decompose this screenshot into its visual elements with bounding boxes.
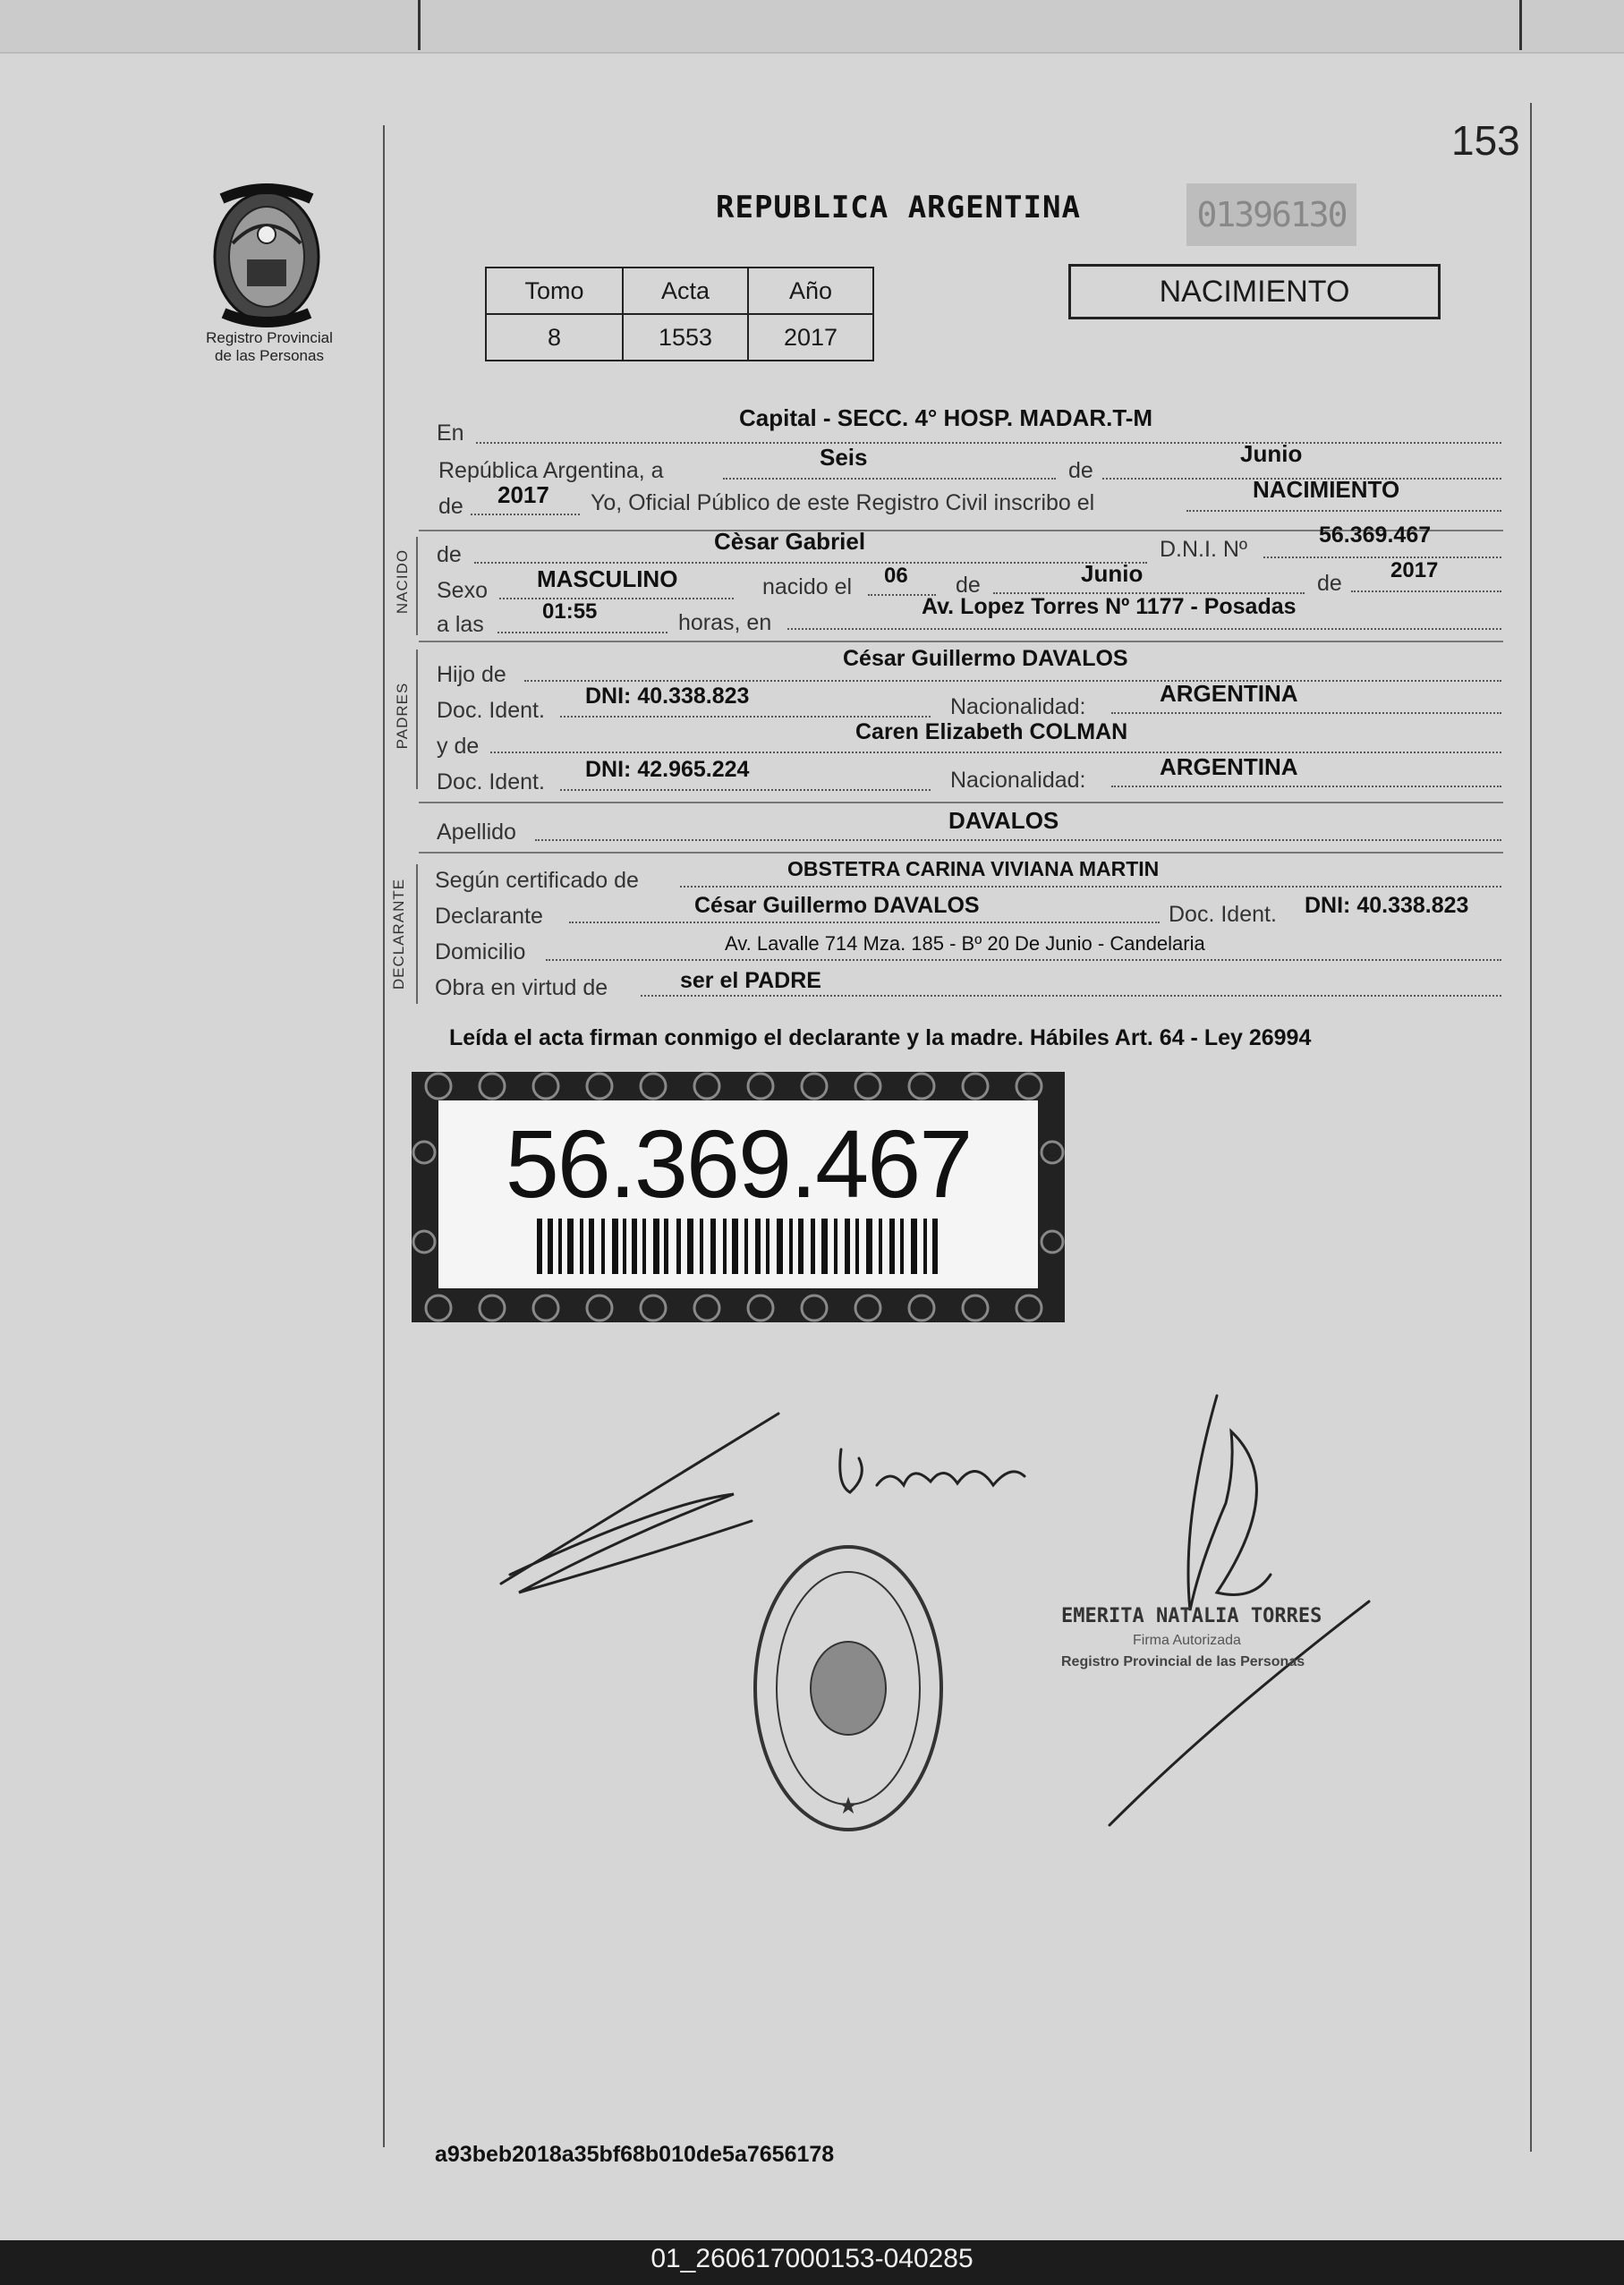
- place-of-registration: Capital - SECC. 4° HOSP. MADAR.T-M: [739, 404, 1153, 431]
- apellido-label: Apellido: [437, 820, 516, 845]
- declarant-doc-label: Doc. Ident.: [1169, 902, 1277, 927]
- mother-doc-label: Doc. Ident.: [437, 769, 545, 794]
- barcode-bars-icon: [537, 1219, 940, 1274]
- registry-name-line2: de las Personas: [215, 347, 324, 364]
- barcode-number: 56.369.467: [505, 1109, 972, 1218]
- dni-label: D.N.I. Nº: [1160, 537, 1248, 562]
- father-name: César Guillermo DAVALOS: [843, 646, 1128, 671]
- section-bracket: [416, 537, 418, 635]
- barcode-label: [412, 1072, 1065, 1322]
- dotted-line: [535, 839, 1501, 841]
- right-margin-line: [1530, 103, 1532, 2152]
- section-divider: [419, 802, 1503, 803]
- provincial-emblem-icon: [204, 181, 329, 328]
- dotted-line: [560, 789, 931, 791]
- birth-year: 2017: [1390, 558, 1439, 582]
- mother-doc: DNI: 42.965.224: [585, 757, 750, 782]
- en-label: En: [437, 420, 464, 446]
- apellido-value: DAVALOS: [948, 807, 1059, 834]
- declarante-section-label: DECLARANTE: [390, 878, 407, 990]
- fold-mark: [418, 0, 421, 50]
- official-name: EMERITA NATALIA TORRES: [1061, 1605, 1322, 1627]
- dotted-line: [680, 886, 1501, 888]
- dotted-line: [476, 442, 1501, 444]
- birth-day: 06: [884, 564, 908, 588]
- dotted-line: [546, 959, 1501, 961]
- official-org: Registro Provincial de las Personas: [1061, 1654, 1305, 1669]
- declarant-name: César Guillermo DAVALOS: [694, 893, 980, 918]
- ref-header-anio: Año: [748, 268, 873, 314]
- certificado-label: Según certificado de: [435, 868, 639, 893]
- dotted-line: [1263, 556, 1501, 558]
- ref-value-acta: 1553: [623, 314, 748, 361]
- father-nationality: ARGENTINA: [1160, 680, 1298, 707]
- dotted-line: [560, 716, 931, 718]
- registration-year: 2017: [497, 481, 549, 508]
- closing-text: Leída el acta firman conmigo el declarante y la madre. Hábiles Art. 64 - Ley 26994: [449, 1025, 1312, 1050]
- dotted-line: [490, 752, 1501, 753]
- reference-table: [485, 267, 874, 361]
- page-number: 153: [1451, 117, 1520, 164]
- mother-nationality: ARGENTINA: [1160, 753, 1298, 780]
- section-divider: [419, 852, 1503, 854]
- registration-month: Junio: [1240, 440, 1303, 467]
- republica-label: República Argentina, a: [438, 458, 664, 483]
- fold-mark: [1519, 0, 1522, 50]
- dotted-line: [1351, 590, 1501, 592]
- mother-name: Caren Elizabeth COLMAN: [855, 719, 1128, 744]
- hijo-de-label: Hijo de: [437, 662, 506, 687]
- dotted-line: [474, 562, 1147, 564]
- dotted-line: [787, 628, 1501, 630]
- nacido-section-label: NACIDO: [394, 548, 411, 615]
- horas-en-label: horas, en: [678, 610, 772, 635]
- dotted-line: [1186, 510, 1501, 512]
- official-seal-icon: [750, 1541, 947, 1836]
- section-bracket: [416, 650, 418, 789]
- de-label: de: [438, 494, 463, 519]
- dotted-line: [471, 514, 580, 515]
- ref-header-acta: Acta: [623, 268, 748, 314]
- document-hash: a93beb2018a35bf68b010de5a7656178: [435, 2142, 835, 2167]
- obra-value: ser el PADRE: [680, 968, 821, 993]
- birth-time: 01:55: [542, 599, 598, 624]
- registration-day: Seis: [820, 444, 868, 471]
- child-dni: 56.369.467: [1319, 522, 1432, 548]
- sexo-label: Sexo: [437, 578, 488, 603]
- document-type-box: NACIMIENTO: [1068, 264, 1441, 319]
- declarant-doc: DNI: 40.338.823: [1305, 893, 1469, 918]
- svg-text:★: ★: [838, 1792, 859, 1819]
- ref-header-tomo: Tomo: [486, 268, 623, 314]
- dotted-line: [641, 995, 1501, 997]
- registry-name-line1: Registro Provincial: [206, 329, 333, 346]
- father-doc-label: Doc. Ident.: [437, 698, 545, 723]
- dotted-line: [569, 922, 1160, 923]
- dotted-line: [1111, 786, 1501, 787]
- de-label: de: [1317, 571, 1342, 596]
- ref-value-anio: 2017: [748, 314, 873, 361]
- top-strip: [0, 0, 1624, 54]
- dotted-line: [1111, 712, 1501, 714]
- section-bracket: [416, 864, 418, 1004]
- left-margin-line: [383, 125, 385, 2147]
- father-doc: DNI: 40.338.823: [585, 684, 750, 709]
- yo-oficial-text: Yo, Oficial Público de este Registro Civil inscribo el: [591, 490, 1095, 515]
- stamp-number: 01396130: [1186, 183, 1356, 246]
- mother-nationality-label: Nacionalidad:: [950, 768, 1086, 793]
- child-sex: MASCULINO: [537, 565, 678, 592]
- ref-value-tomo: 8: [486, 314, 623, 361]
- de-label: de: [956, 573, 981, 598]
- file-id: 01_260617000153-040285: [650, 2244, 974, 2273]
- declarante-label: Declarante: [435, 904, 543, 929]
- de-label: de: [437, 542, 462, 567]
- section-divider: [419, 641, 1503, 642]
- de-label: de: [1068, 458, 1093, 483]
- birth-place: Av. Lopez Torres Nº 1177 - Posadas: [922, 594, 1297, 619]
- barcode-label-face: [438, 1100, 1038, 1288]
- a-las-label: a las: [437, 612, 484, 637]
- y-de-label: y de: [437, 734, 480, 759]
- nacido-el-label: nacido el: [762, 574, 853, 599]
- padres-section-label: PADRES: [394, 682, 411, 750]
- dotted-line: [499, 598, 734, 599]
- registry-name: [175, 329, 363, 365]
- domicilio-label: Domicilio: [435, 939, 526, 964]
- inscribed-event: NACIMIENTO: [1253, 476, 1400, 503]
- dotted-line: [524, 680, 1501, 682]
- child-name: Cèsar Gabriel: [714, 528, 866, 555]
- declarant-address: Av. Lavalle 714 Mza. 185 - Bº 20 De Junio - Candelaria: [725, 932, 1205, 955]
- birth-month: Junio: [1081, 560, 1144, 587]
- dotted-line: [723, 478, 1056, 480]
- document-title: REPUBLICA ARGENTINA: [716, 190, 1081, 225]
- official-stamp: [1061, 1605, 1322, 1670]
- father-nationality-label: Nacionalidad:: [950, 694, 1086, 719]
- certificate-issuer: OBSTETRA CARINA VIVIANA MARTIN: [787, 857, 1160, 880]
- obra-label: Obra en virtud de: [435, 975, 608, 1000]
- official-title: Firma Autorizada: [1133, 1633, 1241, 1648]
- dotted-line: [497, 632, 667, 633]
